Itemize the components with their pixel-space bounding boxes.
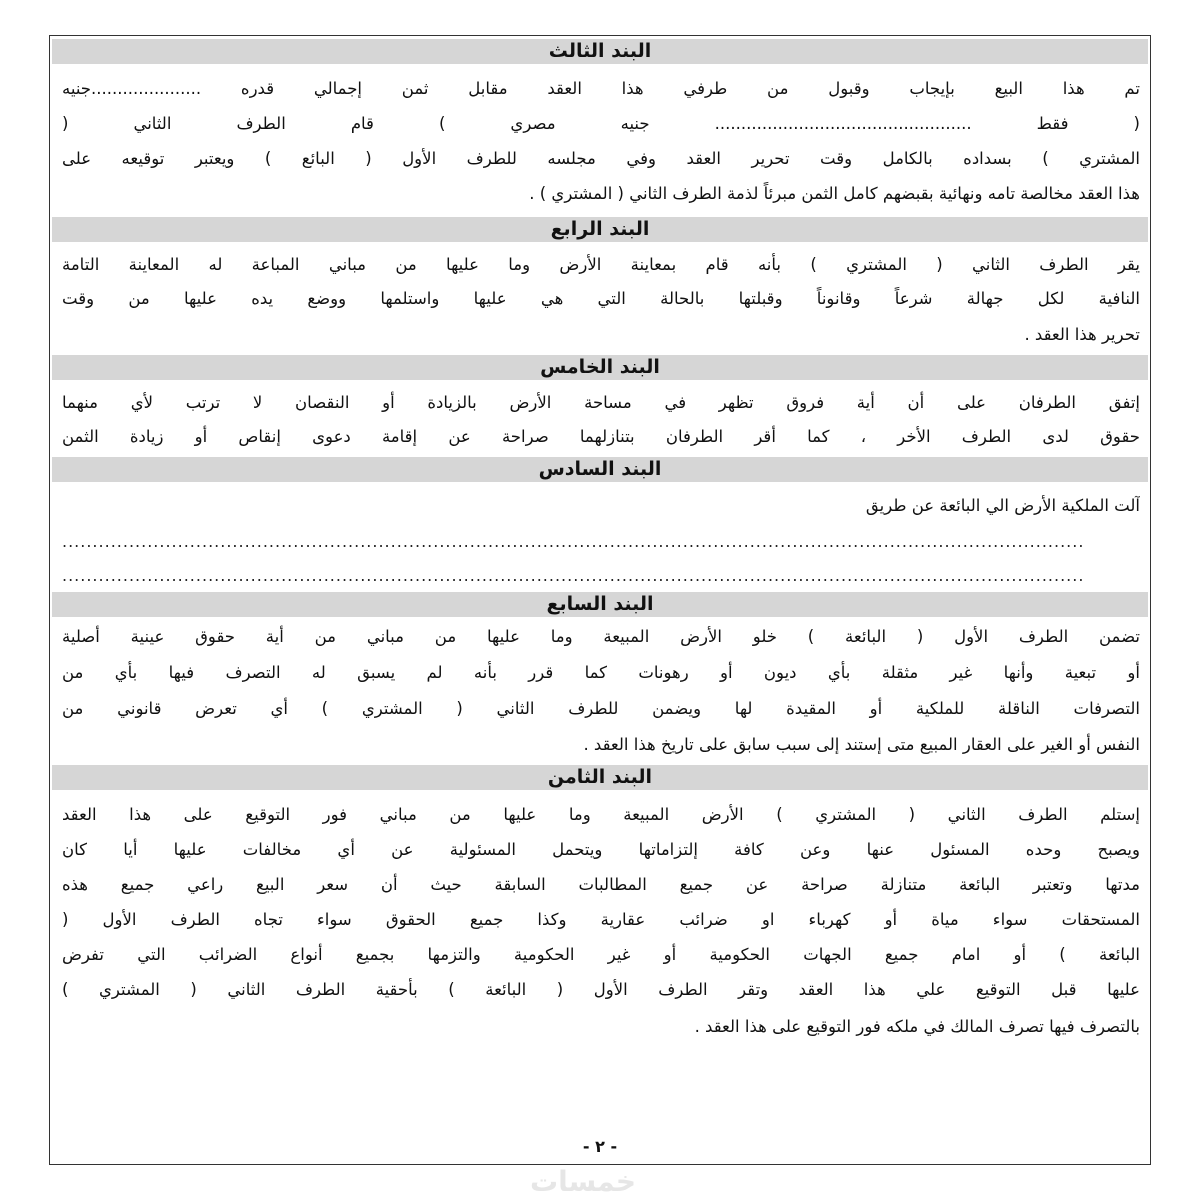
page-number: - ٢ -	[582, 1137, 618, 1156]
section-3-line: تم هذا البيع بإيجاب وقبول من طرفي هذا العقد مقابل ثمن إجمالي قدره .....................جنيه	[62, 79, 1140, 98]
section-8-line: مدتها وتعتبر البائعة متنازلة صراحة عن جميع المطالبات السابقة حيث أن سعر البيع راعي جميع هذه	[62, 875, 1140, 894]
section-7-title: البند السابع	[52, 592, 1148, 617]
section-8-line: ويصبح وحده المسئول عنها وعن كافة إلتزاماتها ويتحمل المسئولية عن أي مخالفات عليها أيا كان	[62, 840, 1140, 859]
section-4-line: النافية لكل جهالة شرعاً وقانوناً وقبلتها بالحالة التي هي عليها واستلمها ووضع يده عليها من وقت	[62, 289, 1140, 308]
section-7-line: أو تبعية وأنها غير مثقلة بأي ديون أو رهونات كما قرر بأنه لم يسبق له التصرف فيها بأي من	[62, 663, 1140, 682]
section-5-line: إتفق الطرفان على أن أية فروق تظهر في مساحة الأرض بالزيادة أو النقصان لا ترتب لأي منهما	[62, 393, 1140, 412]
section-3-title: البند الثالث	[52, 39, 1148, 64]
section-8-line: عليها قبل التوقيع علي هذا العقد وتقر الطرف الأول ( البائعة ) بأحقية الطرف الثاني ( المشتري )	[62, 980, 1140, 999]
section-8-line: إستلم الطرف الثاني ( المشتري ) الأرض المبيعة وما عليها من مباني فور التوقيع على هذا العقد	[62, 805, 1140, 824]
section-4-line: تحرير هذا العقد .	[1024, 325, 1140, 344]
section-8-line: بالتصرف فيها تصرف المالك في ملكه فور التوقيع على هذا العقد .	[694, 1017, 1140, 1036]
section-8-title: البند الثامن	[52, 765, 1148, 790]
section-4-title: البند الرابع	[52, 217, 1148, 242]
document-page	[49, 35, 1151, 1165]
section-4-line: يقر الطرف الثاني ( المشتري ) بأنه قام بمعاينة الأرض وما عليها من مباني المباعة له المعاينة التامة	[62, 255, 1140, 274]
section-7-line: النفس أو الغير على العقار المبيع متى إستند إلى سبب سابق على تاريخ هذا العقد .	[583, 735, 1140, 754]
section-3-line: هذا العقد مخالصة تامه ونهائية بقبضهم كامل الثمن مبرئاً لذمة الطرف الثاني ( المشتري ) .	[529, 184, 1140, 203]
section-7-line: تضمن الطرف الأول ( البائعة ) خلو الأرض المبيعة وما عليها من مباني من أية حقوق عينية أصلية	[62, 627, 1140, 646]
watermark-logo: خمسات	[530, 1165, 637, 1198]
section-6-title: البند السادس	[52, 457, 1148, 482]
dotted-fill-line: ........................................................................................................................................................................	[62, 532, 1085, 551]
section-3-line: المشتري ) بسداده بالكامل وقت تحرير العقد وفي مجلسه للطرف الأول ( البائع ) ويعتبر توقيعه على	[62, 149, 1140, 168]
section-8-line: البائعة ) أو امام جميع الجهات الحكومية أو غير الحكومية والتزمها بجميع أنواع الضرائب التي تفرض	[62, 945, 1140, 964]
section-7-line: التصرفات الناقلة للملكية أو المقيدة لها ويضمن للطرف الثاني ( المشتري ) أي تعرض قانوني من	[62, 699, 1140, 718]
section-6-line: آلت الملكية الأرض الي البائعة عن طريق	[865, 496, 1140, 515]
section-3-line: ( فقط ................................................. جنيه مصري ) قام الطرف الثاني (	[62, 114, 1140, 133]
dotted-fill-line: ........................................................................................................................................................................	[62, 566, 1085, 585]
section-5-line: حقوق لدى الطرف الأخر ، كما أقر الطرفان بتنازلهما صراحة عن إقامة دعوى إنقاص أو زيادة الثمن	[62, 427, 1140, 446]
section-5-title: البند الخامس	[52, 355, 1148, 380]
section-8-line: المستحقات سواء مياة أو كهرباء او ضرائب عقارية وكذا جميع الحقوق سواء تجاه الطرف الأول (	[62, 910, 1140, 929]
